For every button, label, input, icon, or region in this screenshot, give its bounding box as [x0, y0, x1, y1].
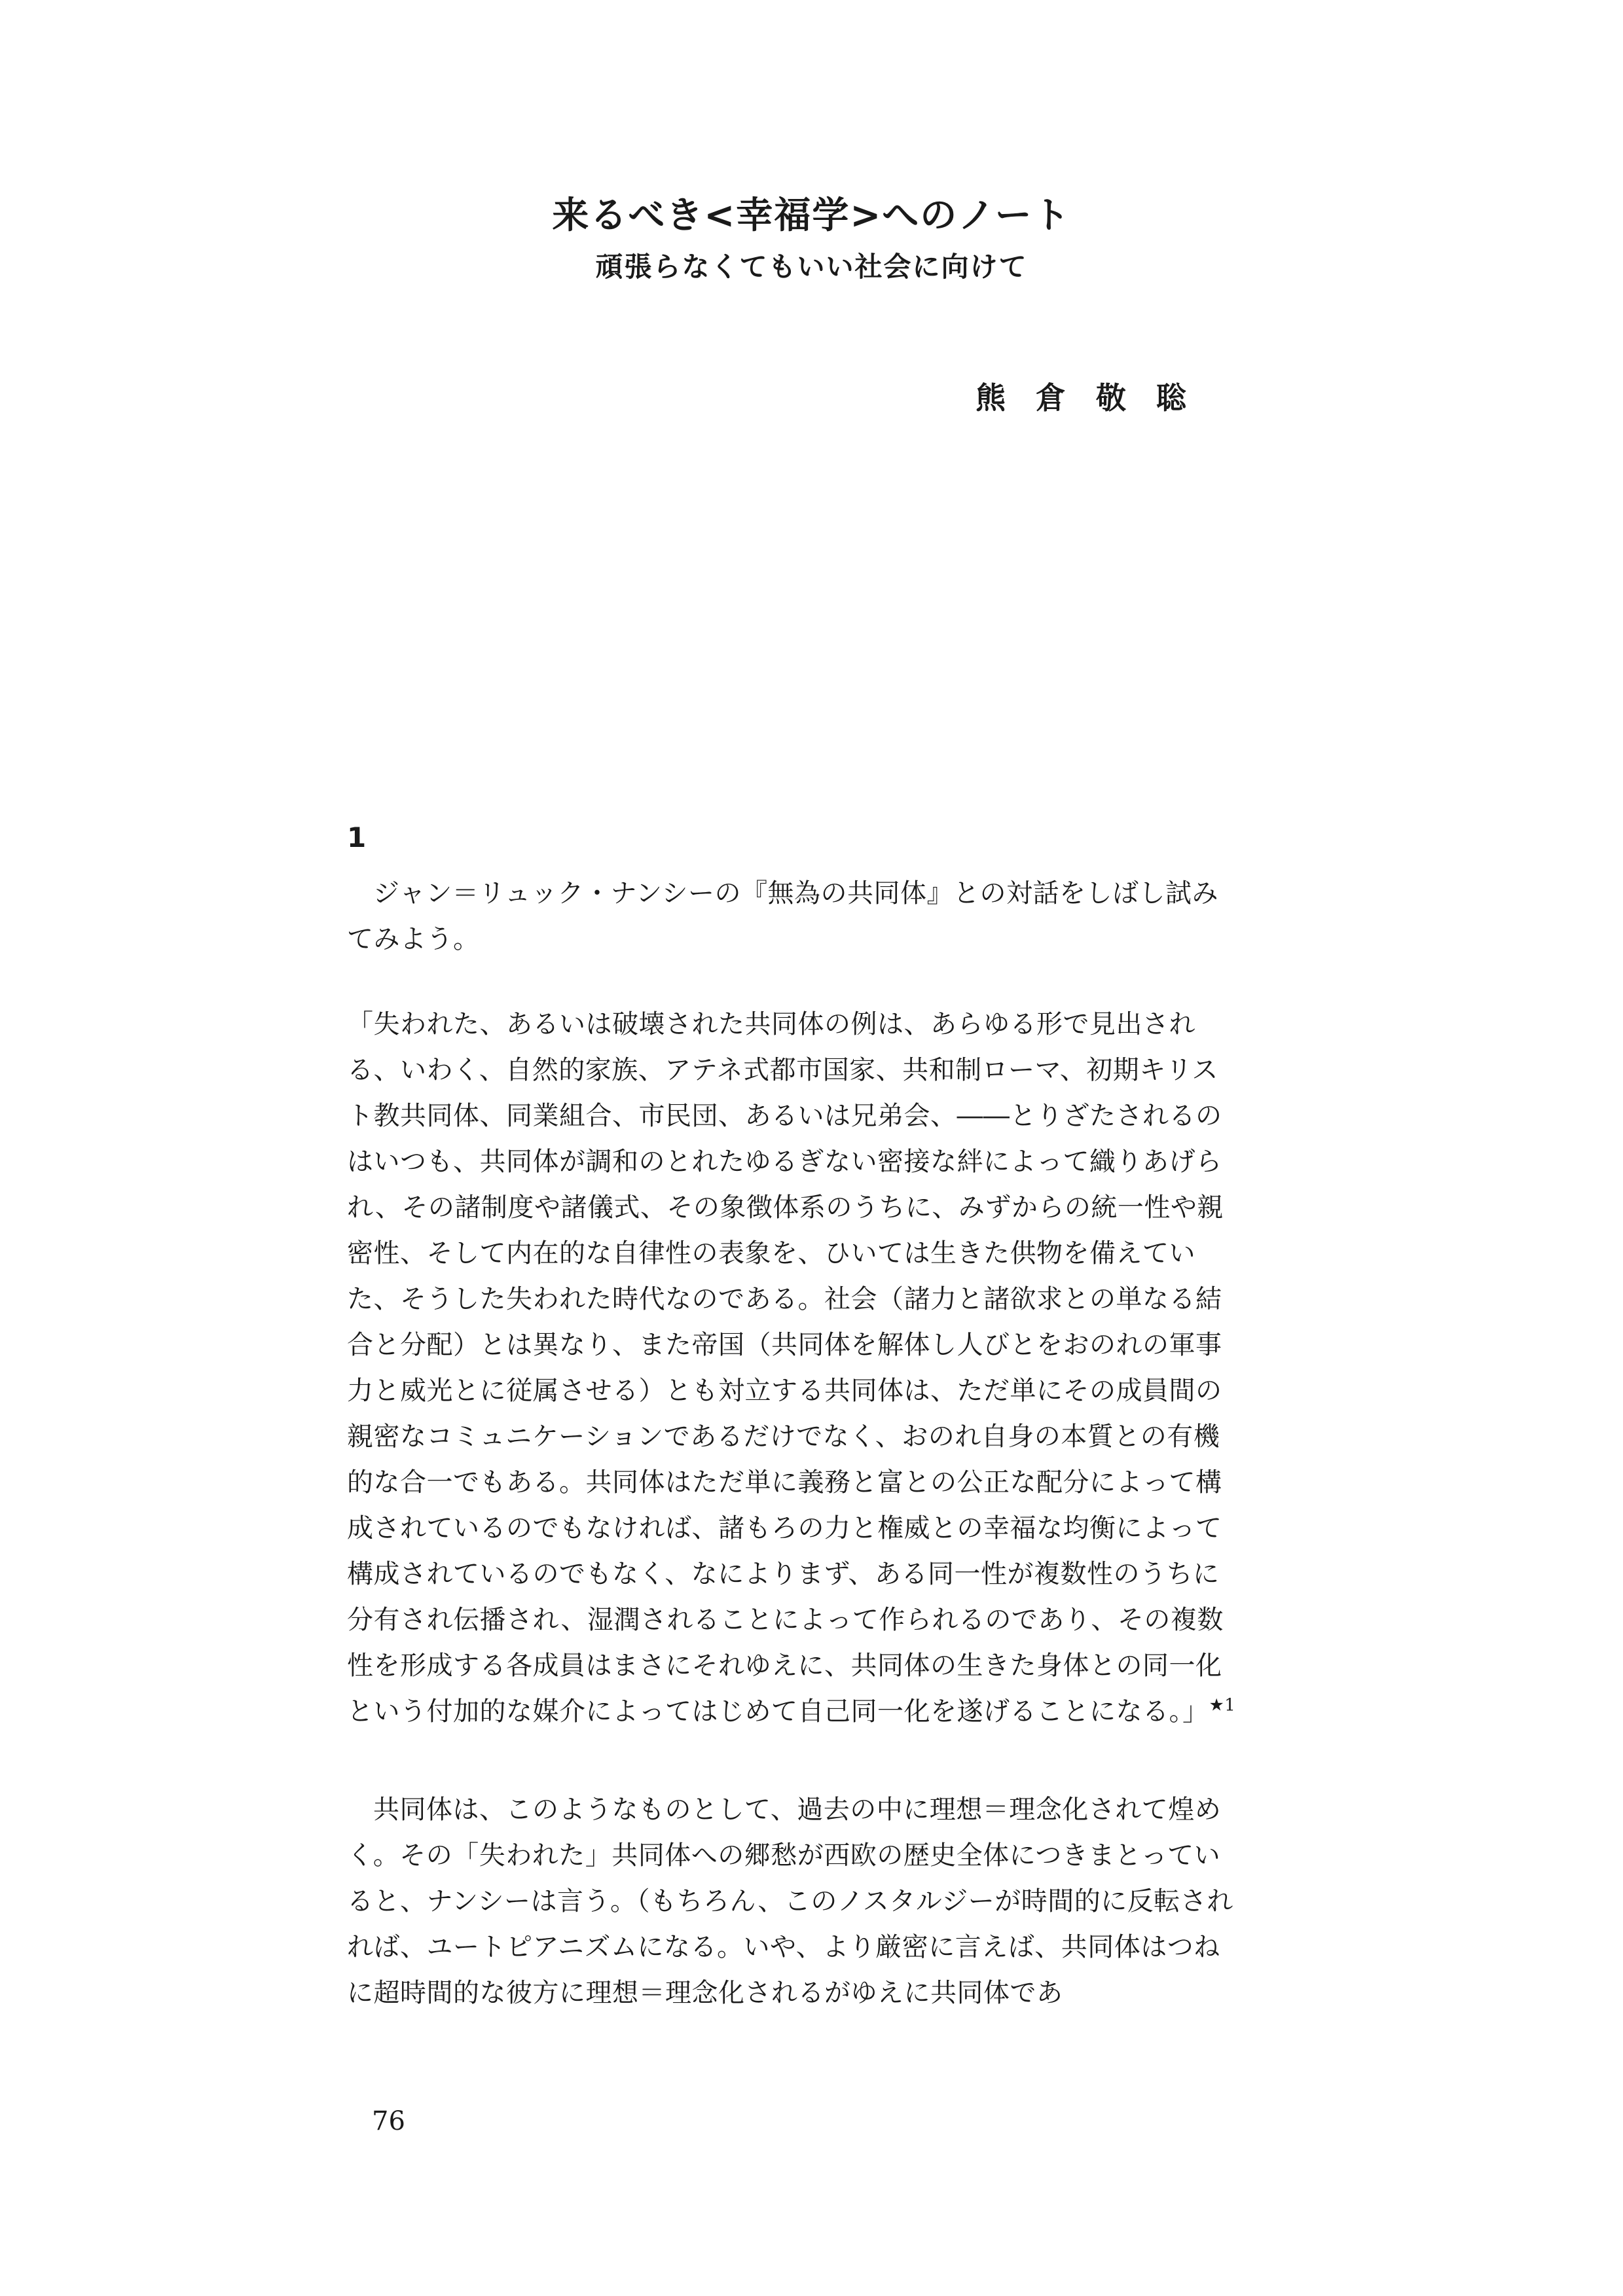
page-number: 76 [372, 2106, 405, 2136]
author-name: 熊倉敬聡 [976, 380, 1216, 416]
quotation-paragraph [347, 1001, 1237, 1734]
section-number: 1 [347, 821, 367, 853]
article-subtitle: 頑張らなくてもいい社会に向けて [595, 251, 1028, 283]
body-paragraph: 共同体は、このようなものとして、過去の中に理想＝理念化されて煌めく。その「失われた」共同体への郷愁が西欧の歴史全体につきまとっていると、ナンシーは言う。（もちろん、このノスタルジーが時間的に反転されれば、ユートピアニズムになる。いや、より厳密に言えば、共同体はつねに超時間的な彼方に理想＝理念化されるがゆえに共同体であ [347, 1795, 1233, 2008]
footnote-marker: ★1 [1209, 1695, 1236, 1715]
intro-paragraph: ジャン＝リュック・ナンシーの『無為の共同体』との対話をしばし試みてみよう。 [347, 878, 1218, 954]
quotation-text: 「失われた、あるいは破壊された共同体の例は、あらゆる形で見出される、いわく、自然的家族、アテネ式都市国家、共和制ローマ、初期キリスト教共同体、同業組合、市民団、あるいは兄弟会、――とりざたされるのはいつも、共同体が調和のとれたゆるぎない密接な絆によって織りあげられ、その諸制度や諸儀式、その象徴体系のうちに、みずからの統一性や親密性、そして内在的な自律性の表象を、ひいては生きた供物を備えていた、そうした失われた時代なのである。社会（諸力と諸欲求との単なる結合と分配）とは異なり、また帝国（共同体を解体し人びとをおのれの軍事力と威光とに従属させる）とも対立する共同体は、ただ単にその成員間の親密なコミュニケーションであるだけでなく、おのれ自身の本質との有機的な合一でもある。共同体はただ単に義務と富との公正な配分によって構成されているのでもなければ、諸もろの力と権威との幸福な均衡によって構成されているのでもなく、なによりまず、ある同一性が複数性のうちに分有され伝播され、湿潤されることによって作られるのであり、その複数性を形成する各成員はまさにそれゆえに、共同体の生きた身体との同一化という付加的な媒介によってはじめて自己同一化を遂げることになる。」 [347, 1009, 1224, 1727]
article-title: 来るべき<幸福学>へのノート [552, 194, 1071, 237]
